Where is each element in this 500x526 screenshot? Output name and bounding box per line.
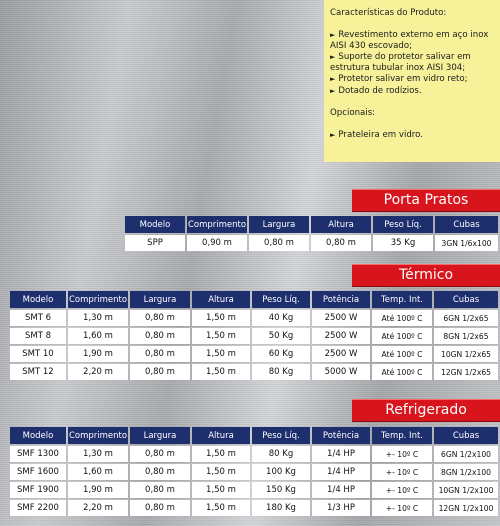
col-header: Largura [130, 427, 190, 444]
cell: 6GN 1/2x65 [434, 310, 498, 326]
cell: 0,80 m [130, 364, 190, 380]
table-row [10, 446, 498, 462]
cell: Até 100º C [372, 346, 432, 362]
table-header-row [10, 291, 498, 308]
table-row [10, 500, 498, 516]
cell: 1,30 m [68, 446, 128, 462]
cell: 0,80 m [311, 235, 371, 251]
cell: 0,80 m [249, 235, 309, 251]
table-row [10, 328, 498, 344]
cell: SMF 1900 [10, 482, 66, 498]
cell: 100 Kg [252, 464, 310, 480]
cell: 1,50 m [192, 310, 250, 326]
table-porta-pratos [123, 214, 500, 253]
col-header: Modelo [10, 427, 66, 444]
cell: SMF 2200 [10, 500, 66, 516]
cell: 6GN 1/2x100 [434, 446, 498, 462]
optional-item: ► Prateleira em vidro. [330, 129, 423, 140]
feature-item: ► Protetor salivar em vidro reto; [330, 74, 468, 85]
cell: 0,90 m [187, 235, 247, 251]
cell: 1,50 m [192, 328, 250, 344]
cell: 1/4 HP [312, 446, 370, 462]
cell: 1,50 m [192, 500, 250, 516]
cell: SMT 6 [10, 310, 66, 326]
cell: 2,20 m [68, 500, 128, 516]
table-row [10, 464, 498, 480]
col-header: Comprimento [187, 216, 247, 233]
table-row [10, 482, 498, 498]
cell: 0,80 m [130, 310, 190, 326]
cell: 5000 W [312, 364, 370, 380]
col-header: Largura [130, 291, 190, 308]
cell: +- 10º C [372, 500, 432, 516]
features-heading: Características do Produto: [330, 8, 447, 18]
section-title-refrigerado: Refrigerado [352, 399, 500, 422]
cell: 0,80 m [130, 464, 190, 480]
table-header-row [125, 216, 498, 233]
cell: 1,50 m [192, 464, 250, 480]
cell: 1/4 HP [312, 464, 370, 480]
cell: 1,60 m [68, 464, 128, 480]
feature-item: ► Dotado de rodízios. [330, 85, 422, 96]
feature-item: ► Revestimento externo em aço inox AISI 430 escovado; [330, 30, 489, 52]
col-header: Peso Líq. [252, 427, 310, 444]
cell: 150 Kg [252, 482, 310, 498]
cell: 10GN 1/2x65 [434, 346, 498, 362]
cell: +- 10º C [372, 482, 432, 498]
col-header: Peso Líq. [373, 216, 433, 233]
table-row [10, 346, 498, 362]
bullet-icon: ► [330, 86, 336, 95]
col-header: Cubas [434, 291, 498, 308]
col-header: Altura [192, 291, 250, 308]
cell: 80 Kg [252, 364, 310, 380]
table-refrigerado [8, 425, 500, 518]
cell: 1,50 m [192, 364, 250, 380]
cell: +- 10º C [372, 446, 432, 462]
col-header: Cubas [435, 216, 498, 233]
cell: 10GN 1/2x100 [434, 482, 498, 498]
cell: 8GN 1/2x100 [434, 464, 498, 480]
optionals-heading: Opcionais: [330, 107, 376, 118]
cell: 40 Kg [252, 310, 310, 326]
cell: Até 100º C [372, 310, 432, 326]
col-header: Temp. Int. [372, 291, 432, 308]
cell: 2,20 m [68, 364, 128, 380]
table-row [125, 235, 498, 251]
cell: 0,80 m [130, 346, 190, 362]
cell: SMT 10 [10, 346, 66, 362]
table-header-row [10, 427, 498, 444]
cell: Até 100º C [372, 364, 432, 380]
cell: SMF 1600 [10, 464, 66, 480]
cell: SMF 1300 [10, 446, 66, 462]
col-header: Altura [192, 427, 250, 444]
cell: 35 Kg [373, 235, 433, 251]
cell: 1,50 m [192, 346, 250, 362]
bullet-icon: ► [330, 130, 336, 139]
cell: 0,80 m [130, 482, 190, 498]
col-header: Largura [249, 216, 309, 233]
section-title-porta-pratos: Porta Pratos [352, 189, 500, 212]
section-title-termico: Térmico [352, 264, 500, 287]
table-row [10, 310, 498, 326]
cell: 2500 W [312, 346, 370, 362]
cell: 60 Kg [252, 346, 310, 362]
cell: 50 Kg [252, 328, 310, 344]
table-row [10, 364, 498, 380]
col-header: Altura [311, 216, 371, 233]
feature-item: ► Suporte do protetor salivar em estrutura tubular inox AISI 304; [330, 52, 471, 74]
cell: 0,80 m [130, 328, 190, 344]
cell: 8GN 1/2x65 [434, 328, 498, 344]
cell: Até 100º C [372, 328, 432, 344]
bullet-icon: ► [330, 53, 336, 62]
cell: 80 Kg [252, 446, 310, 462]
col-header: Modelo [125, 216, 185, 233]
cell: 1,30 m [68, 310, 128, 326]
cell: 2500 W [312, 328, 370, 344]
cell: 1,60 m [68, 328, 128, 344]
cell: 180 Kg [252, 500, 310, 516]
cell: +- 10º C [372, 464, 432, 480]
cell: 1/3 HP [312, 500, 370, 516]
cell: 0,80 m [130, 500, 190, 516]
cell: 0,80 m [130, 446, 190, 462]
cell: 1/4 HP [312, 482, 370, 498]
cell: 2500 W [312, 310, 370, 326]
cell: 3GN 1/6x100 [435, 235, 498, 251]
cell: SPP [125, 235, 185, 251]
cell: 12GN 1/2x100 [434, 500, 498, 516]
cell: 1,90 m [68, 346, 128, 362]
col-header: Comprimento [68, 291, 128, 308]
cell: 1,90 m [68, 482, 128, 498]
col-header: Potência [312, 427, 370, 444]
cell: 12GN 1/2x65 [434, 364, 498, 380]
cell: 1,50 m [192, 482, 250, 498]
col-header: Modelo [10, 291, 66, 308]
col-header: Cubas [434, 427, 498, 444]
cell: SMT 8 [10, 328, 66, 344]
product-features-box [324, 0, 500, 162]
bullet-icon: ► [330, 75, 336, 84]
col-header: Peso Líq. [252, 291, 310, 308]
col-header: Temp. Int. [372, 427, 432, 444]
col-header: Comprimento [68, 427, 128, 444]
cell: 1,50 m [192, 446, 250, 462]
bullet-icon: ► [330, 31, 336, 40]
col-header: Potência [312, 291, 370, 308]
table-termico [8, 289, 500, 382]
cell: SMT 12 [10, 364, 66, 380]
